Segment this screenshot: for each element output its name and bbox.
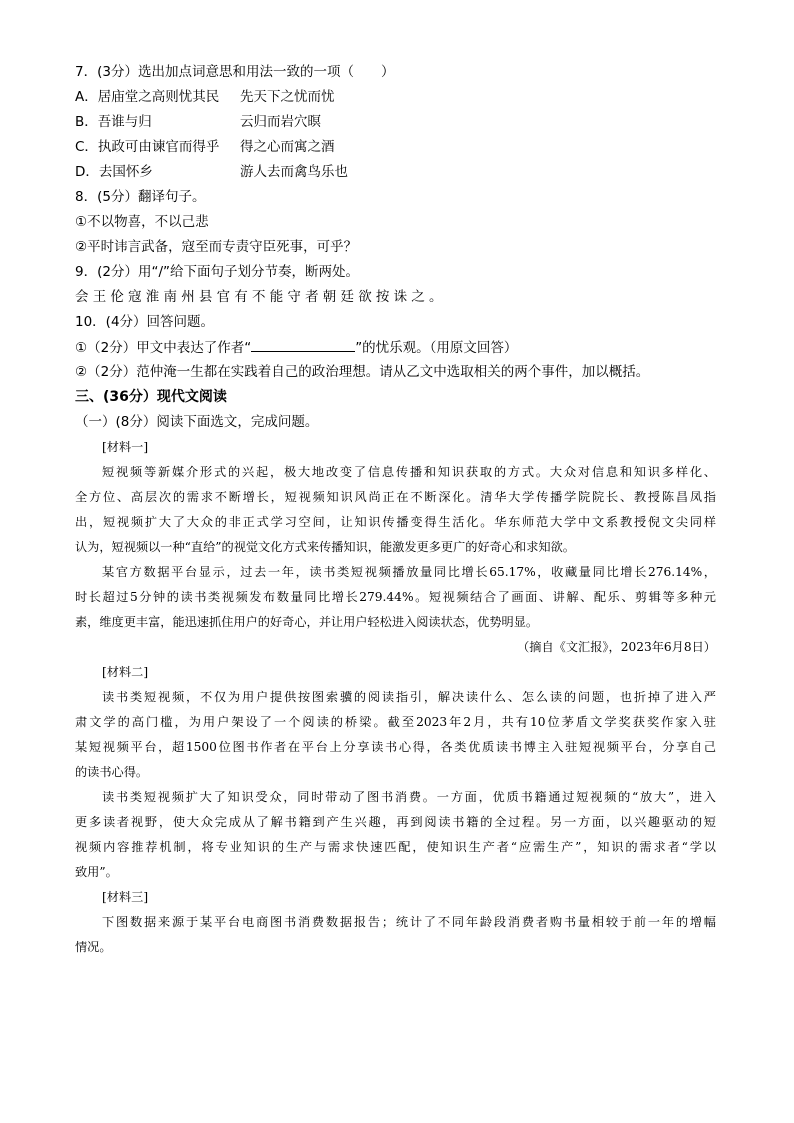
q7-option-d: D．去国怀乡 — [75, 164, 153, 180]
q7-option-b: B．吾谁与归 — [75, 114, 152, 130]
material-3-line: 情况。 — [75, 940, 112, 954]
material-2-line: 读书类短视频，不仅为用户提供按图索骥的阅读指引，解决读什么、怎么读的问题，也折掉了进入严 — [102, 690, 716, 704]
material-1-line: 时长超过5分钟的读书类视频发布数量同比增长279.44%。短视频结合了画面、讲解、配乐、剪辑等多种元 — [75, 590, 716, 604]
q8-stem: 8．(5分）翻译句子。 — [75, 189, 206, 205]
q8-item-2: ②平时讳言武备，寇至而专责守臣死事，可乎？ — [75, 239, 358, 255]
q10-item-1-post: ”的忧乐观。（用原文回答） — [355, 340, 518, 356]
material-2-line: 更多读者视野，使大众完成从了解书籍到产生兴趣，再到阅读书籍的全过程。另一方面，以兴趣驱动的短 — [75, 815, 716, 829]
q10-item-1-pre: ①（2分）甲文中表达了作者“ — [75, 340, 252, 356]
material-2-line: 致用”。 — [75, 865, 118, 879]
material-1-line: 认为，短视频以一种“直给”的视觉文化方式来传播知识，能激发更多更广的好奇心和求知欲。 — [75, 540, 575, 554]
q9-stem: 9．(2分）用“/”给下面句子划分节奏，断两处。 — [75, 264, 359, 280]
material-1-line: 某官方数据平台显示，过去一年，读书类短视频播放量同比增长65.17%，收藏量同比增长276.14%， — [102, 565, 716, 579]
material-1-line: 短视频等新媒介形式的兴起，极大地改变了信息传播和知识获取的方式。大众对信息和知识多样化、 — [102, 465, 716, 479]
q7-stem: 7．(3分）选出加点词意思和用法一致的一项（ ） — [75, 64, 395, 80]
material-1-source: （摘自《文汇报》，2023年6月8日） — [517, 640, 716, 654]
q10-item-2: ②（2分）范仲淹一生都在实践着自己的政治理想。请从乙文中选取相关的两个事件，加以概括。 — [75, 364, 650, 380]
q7-option-a: A．居庙堂之高则忧其民 — [75, 89, 220, 105]
material-1-line: 素，维度更丰富，能迅速抓住用户的好奇心，并让用户轻松进入阅读状态，优势明显。 — [75, 615, 539, 629]
q7-option-d-right: 游人去而禽鸟乐也 — [240, 164, 348, 180]
material-3-label: [材料三] — [102, 890, 149, 904]
q10-item-1 — [75, 337, 517, 358]
material-1-label: [材料一] — [102, 440, 149, 454]
material-2-line: 的读书心得。 — [75, 765, 149, 779]
material-2-line: 某短视频平台，超1500位图书作者在平台上分享读书心得，各类优质读书博主入驻短视频平台，分享自己 — [75, 740, 716, 754]
material-3-line: 下图数据来源于某平台电商图书消费数据报告；统计了不同年龄段消费者购书量相较于前一年的增幅 — [102, 915, 716, 929]
q7-option-b-right: 云归而岩穴暝 — [240, 114, 321, 130]
material-2-line: 视频内容推荐机制，将专业知识的生产与需求快速匹配，使知识生产者“应需生产”，知识的需求者“学以 — [75, 840, 716, 854]
q7-option-a-right: 先天下之忧而忧 — [240, 89, 335, 105]
material-1-line: 全方位、高层次的需求不断增长，短视频知识风尚正在不断深化。清华大学传播学院院长、教授陈昌凤指 — [75, 490, 716, 504]
q10-stem: 10．(4分）回答问题。 — [75, 314, 215, 330]
q8-item-1: ①不以物喜，不以己悲 — [75, 214, 209, 230]
material-2-label: [材料二] — [102, 665, 149, 679]
q7-option-c: C．执政可由谏官而得乎 — [75, 139, 220, 155]
q7-option-c-right: 得之心而寓之酒 — [240, 139, 335, 155]
section-3-sub1: （一）(8分）阅读下面选文，完成问题。 — [75, 414, 319, 430]
section-3-title: 三、(36分）现代文阅读 — [75, 389, 227, 405]
q9-sentence: 会王伦寇淮南州县官有不能守者朝廷欲按诛之。 — [75, 289, 447, 305]
answer-blank[interactable] — [251, 337, 355, 352]
material-2-line: 读书类短视频扩大了知识受众，同时带动了图书消费。一方面，优质书籍通过短视频的“放大”，进入 — [102, 790, 716, 804]
material-2-line: 肃文学的高门槛，为用户架设了一个阅读的桥梁。截至2023年2月，共有10位茅盾文学奖获奖作家入驻 — [75, 715, 716, 729]
material-1-line: 出，短视频扩大了大众的非正式学习空间，让知识传播变得生活化。华东师范大学中文系教授倪文尖同样 — [75, 515, 716, 529]
